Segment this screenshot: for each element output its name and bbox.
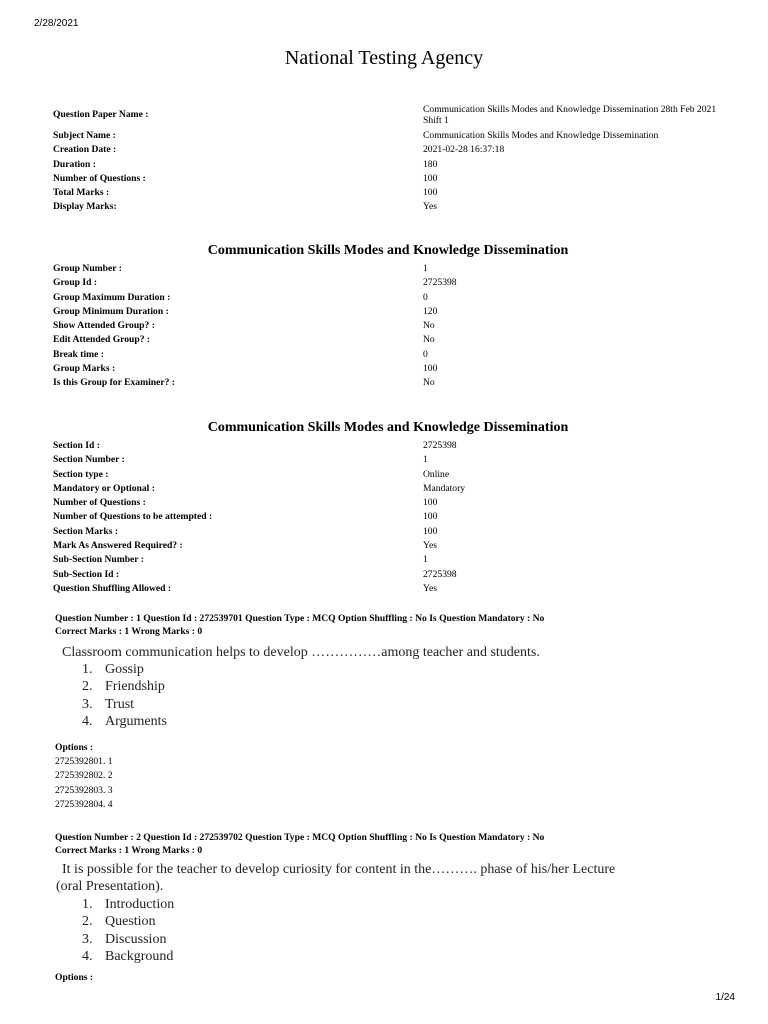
choice-item: [82, 713, 167, 730]
section-key: Mandatory or Optional :: [53, 482, 155, 494]
choice-number: 1.: [82, 897, 93, 912]
section-row: [53, 510, 733, 524]
info-row: [53, 172, 733, 186]
group-info: [53, 262, 733, 391]
section-key: Section Marks :: [53, 525, 119, 537]
info-row: [53, 143, 733, 157]
group-key: Show Attended Group? :: [53, 320, 155, 332]
group-row: [53, 276, 733, 290]
section-key: Question Shuffling Allowed :: [53, 582, 172, 594]
section-row: [53, 439, 733, 453]
options-label: Options :: [55, 742, 94, 753]
group-key: Edit Attended Group? :: [53, 334, 151, 346]
question-2-marks: Correct Marks : 1 Wrong Marks : 0: [55, 845, 203, 856]
question-2-header: Question Number : 2 Question Id : 272539702 Question Type : MCQ Option Shuffling : No Is Question Mandatory : No: [55, 832, 545, 843]
page-title: National Testing Agency: [284, 47, 484, 69]
choice-text: Introduction: [105, 897, 175, 912]
section-row: [53, 582, 733, 596]
paper-name-key: Question Paper Name :: [53, 109, 149, 120]
section-value: Yes: [423, 540, 437, 552]
group-value: No: [423, 334, 435, 346]
group-row: [53, 362, 733, 376]
choice-item: [82, 661, 167, 678]
section-row: [53, 525, 733, 539]
question-2-text-line2: (oral Presentation).: [56, 879, 164, 894]
info-value: 100: [423, 172, 438, 184]
question-2-text-line1: It is possible for the teacher to develop curiosity for content in the………. phase of his/her Lecture: [62, 862, 616, 877]
choice-item: [82, 913, 174, 930]
choice-number: 2.: [82, 679, 93, 695]
group-row: [53, 319, 733, 333]
group-value: 0: [423, 291, 428, 303]
section-key: Number of Questions :: [53, 497, 146, 509]
section-value: 1: [423, 554, 428, 566]
question-1-meta: [55, 612, 544, 638]
choice-item: [82, 896, 174, 913]
section-value: Yes: [423, 582, 437, 594]
section-value: 100: [423, 525, 438, 537]
section-row: [53, 568, 733, 582]
paper-name-value: Communication Skills Modes and Knowledge Dissemination 28th Feb 2021 Shift 1: [423, 104, 717, 126]
option-id: 2725392803. 3: [55, 784, 113, 796]
choice-number: 1.: [82, 662, 93, 677]
info-value: 100: [423, 187, 438, 199]
choice-text: Arguments: [105, 713, 167, 729]
section-value: 100: [423, 497, 438, 509]
choice-item: [82, 696, 167, 713]
group-value: 120: [423, 305, 438, 317]
paper-name-row: [53, 104, 733, 126]
choice-number: 3.: [82, 696, 93, 712]
section-heading: Communication Skills Modes and Knowledge Dissemination: [207, 420, 569, 435]
option-id: 2725392804. 4: [55, 798, 113, 810]
info-row: [53, 186, 733, 200]
section-key: Section type :: [53, 468, 109, 480]
question-1-marks: Correct Marks : 1 Wrong Marks : 0: [55, 626, 203, 637]
page-number: 1/24: [715, 992, 735, 1003]
choice-item: [82, 678, 167, 695]
section-value: 1: [423, 454, 428, 466]
group-value: No: [423, 377, 435, 389]
info-key: Creation Date :: [53, 144, 117, 156]
info-key: Subject Name :: [53, 130, 116, 141]
choice-text: Background: [105, 948, 174, 964]
choice-number: 4.: [82, 713, 93, 729]
choice-text: Friendship: [105, 679, 165, 695]
question-1-choices: [82, 661, 167, 730]
group-value: 1: [423, 263, 428, 274]
question-2-text: [56, 861, 616, 895]
section-key: Mark As Answered Required? :: [53, 540, 183, 552]
info-value: 180: [423, 158, 438, 170]
options-label: Options :: [55, 972, 94, 983]
group-row: [53, 291, 733, 305]
info-key: Duration :: [53, 158, 96, 170]
info-value: Yes: [423, 201, 437, 213]
group-value: 2725398: [423, 277, 457, 289]
info-row: [53, 158, 733, 172]
group-key: Group Number :: [53, 263, 122, 274]
question-1-header: Question Number : 1 Question Id : 272539701 Question Type : MCQ Option Shuffling : No Is Question Mandatory : No: [55, 613, 545, 624]
group-row: [53, 376, 733, 390]
section-value: Online: [423, 468, 450, 480]
section-key: Number of Questions to be attempted :: [53, 511, 213, 523]
group-heading: Communication Skills Modes and Knowledge Dissemination: [207, 243, 569, 258]
question-1-options: [55, 741, 113, 812]
info-key: Number of Questions :: [53, 172, 146, 184]
group-row: [53, 333, 733, 347]
group-key: Is this Group for Examiner? :: [53, 377, 175, 389]
group-key: Group Marks :: [53, 363, 116, 375]
choice-text: Question: [105, 914, 156, 930]
info-row: [53, 200, 733, 214]
section-key: Sub-Section Number :: [53, 554, 144, 566]
paper-info: [53, 104, 733, 215]
section-row: [53, 482, 733, 496]
section-row: [53, 539, 733, 553]
choice-item: [82, 931, 174, 948]
group-key: Group Minimum Duration :: [53, 305, 169, 317]
choice-item: [82, 948, 174, 965]
question-2-options: [55, 971, 93, 985]
group-key: Group Maximum Duration :: [53, 291, 171, 303]
option-id: 2725392801. 1: [55, 756, 113, 768]
section-row: [53, 496, 733, 510]
group-value: No: [423, 320, 435, 332]
question-2-choices: [82, 896, 174, 965]
section-info: [53, 439, 733, 596]
section-key: Section Number :: [53, 454, 125, 466]
section-key: Sub-Section Id :: [53, 568, 120, 580]
choice-text: Trust: [105, 696, 135, 712]
section-row: [53, 468, 733, 482]
section-value: 2725398: [423, 440, 457, 451]
section-row: [53, 453, 733, 467]
section-value: 2725398: [423, 568, 457, 580]
section-row: [53, 553, 733, 567]
info-key: Total Marks :: [53, 187, 110, 199]
section-key: Section Id :: [53, 440, 100, 451]
choice-text: Gossip: [105, 662, 144, 677]
choice-number: 4.: [82, 948, 93, 964]
question-1-text: Classroom communication helps to develop ……………among teacher and students.: [62, 645, 540, 660]
question-2-meta: [55, 831, 544, 857]
info-key: Display Marks:: [53, 201, 117, 213]
print-date: 2/28/2021: [34, 18, 79, 29]
group-row: [53, 348, 733, 362]
group-value: 0: [423, 348, 428, 360]
info-value: Communication Skills Modes and Knowledge Dissemination: [423, 130, 659, 141]
choice-text: Discussion: [105, 931, 167, 947]
choice-number: 2.: [82, 914, 93, 930]
info-row: [53, 129, 733, 143]
section-value: 100: [423, 511, 438, 523]
group-row: [53, 305, 733, 319]
option-id: 2725392802. 2: [55, 770, 113, 782]
group-value: 100: [423, 363, 438, 375]
choice-number: 3.: [82, 931, 93, 947]
group-key: Group Id :: [53, 277, 98, 289]
info-value: 2021-02-28 16:37:18: [423, 144, 505, 156]
group-key: Break time :: [53, 348, 104, 360]
section-value: Mandatory: [423, 482, 466, 494]
group-row: [53, 262, 733, 276]
